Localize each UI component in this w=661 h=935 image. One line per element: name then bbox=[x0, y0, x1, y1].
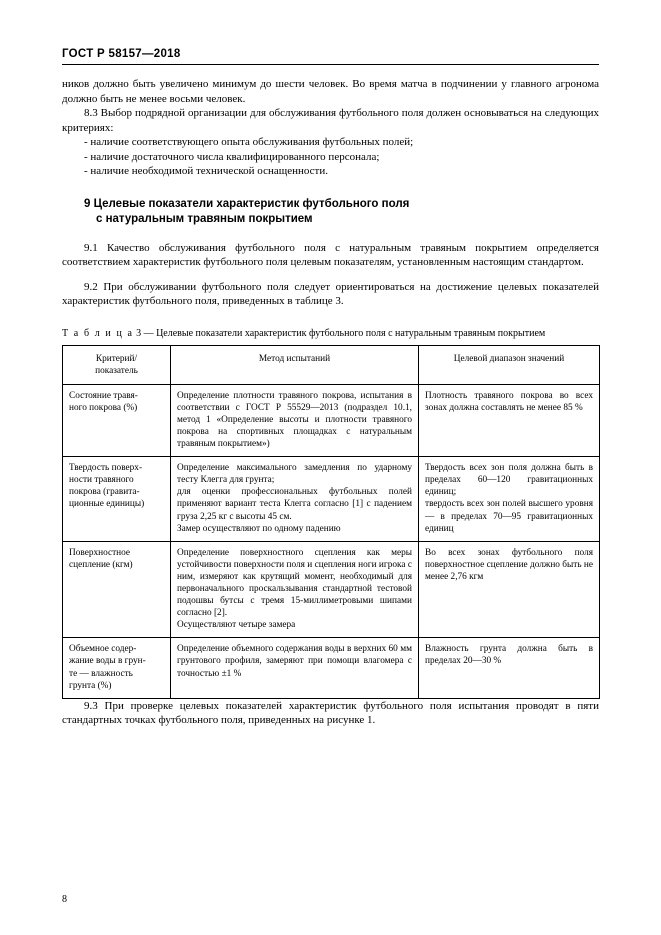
cell-criterion: Поверхностное сцепление (кгм) bbox=[63, 541, 171, 638]
table-row bbox=[63, 638, 600, 698]
cell-target: Твердость всех зон поля должна быть в пределах 60—120 гравитационных единиц; твердость всех зон полей высшего уровня — в пределах 70—95 гравитационных единиц bbox=[419, 457, 600, 542]
table-row bbox=[63, 384, 600, 456]
paragraph-9-3: 9.3 При проверке целевых показателей характеристик футбольного поля испытания проводят в пяти стандартных точках футбольного поля, приведенных на рисунке 1. bbox=[62, 699, 599, 727]
criteria-item-3: - наличие необходимой технической оснащенности. bbox=[84, 165, 328, 177]
page-number: 8 bbox=[62, 894, 67, 905]
table-row bbox=[63, 457, 600, 542]
criteria-item-1: - наличие соответствующего опыта обслуживания футбольных полей; bbox=[84, 136, 414, 148]
section-heading-9-line1: 9 Целевые показатели характеристик футбольного поля bbox=[84, 197, 410, 210]
column-header-criterion bbox=[63, 345, 171, 384]
page-title: ГОСТ Р 58157—2018 bbox=[62, 48, 181, 60]
cell-method: Определение объемного содержания воды в верхних 60 мм грунтового профиля, замеряют при помощи влагомера с точностью ±1 % bbox=[171, 638, 419, 698]
column-header-criterion-line1: Критерий/ bbox=[95, 353, 138, 364]
cell-criterion: Объемное содер- жание воды в грун- те — влажность грунта (%) bbox=[63, 638, 171, 698]
cell-method: Определение максимального замедления по ударному тесту Клегга для грунта; для оценки профессиональных футбольных полей применяют вариант теста Клегга согласно [1] с падением груза 2,25 кг с высоты 45 см. Замер осуществляют по одному падению bbox=[171, 457, 419, 542]
cell-target: Влажность грунта должна быть в пределах 20—30 % bbox=[419, 638, 600, 698]
cell-method: Определение плотности травяного покрова, испытания в соответствии с ГОСТ Р 55529—2013 (подраздел 10.1, метод 1 «Определение высоты и плотности травяного покрова на спортивных площадках с натуральным травяным покрытием») bbox=[171, 384, 419, 456]
cell-target: Плотность травяного покрова во всех зонах должна составлять не менее 85 % bbox=[419, 384, 600, 456]
table-row bbox=[63, 541, 600, 638]
paragraph-9-1: 9.1 Качество обслуживания футбольного поля с натуральным травяным покрытием определяется соответствием характеристик футбольного поля целевым показателям, установленным настоящим стандартом. bbox=[62, 241, 599, 268]
criteria-item-2: - наличие достаточного числа квалифицированного персонала; bbox=[84, 150, 380, 163]
column-header-criterion-line2: показатель bbox=[95, 365, 138, 376]
table-caption bbox=[62, 327, 599, 340]
cell-criterion: Твердость поверх- ности травяного покрова (гравита- ционные единицы) bbox=[63, 457, 171, 542]
cell-method: Определение поверхностного сцепления как меры устойчивости поверхности поля и сцепления ноги игрока с ним, измеряют как крутящий момент, необходимый для первоначального проскальзывания стандартной тестовой подошвы бутсы с тремя 15-миллиметровыми шипами согласно [2]. Осуществляют четыре замера bbox=[171, 541, 419, 638]
cell-target: Во всех зонах футбольного поля поверхностное сцепление должно быть не менее 2,76 кгм bbox=[419, 541, 600, 638]
section-heading-9 bbox=[62, 197, 599, 227]
table-caption-text: 3 — Целевые показатели характеристик футбольного поля с натуральным травяным покрытием bbox=[136, 327, 546, 339]
paragraph-8-3: 8.3 Выбор подрядной организации для обслуживания футбольного поля должен основываться на следующих критериях: bbox=[62, 107, 599, 134]
paragraph-9-2: 9.2 При обслуживании футбольного поля следует ориентироваться на достижение целевых показателей характеристик футбольного поля, приведенных в таблице 3. bbox=[62, 280, 599, 307]
paragraph-top: ников должно быть увеличено минимум до шести человек. Во время матча в подчинении у главного агронома должно быть не менее восьми человек. bbox=[62, 78, 599, 105]
target-indicators-table bbox=[62, 345, 600, 699]
table-header-row bbox=[63, 345, 600, 384]
header-divider bbox=[62, 64, 599, 65]
column-header-method: Метод испытаний bbox=[171, 345, 419, 384]
table-caption-label: Т а б л и ц а bbox=[62, 327, 134, 339]
section-heading-9-line2: с натуральным травяным покрытием bbox=[96, 212, 313, 225]
cell-criterion: Состояние травя- ного покрова (%) bbox=[63, 384, 171, 456]
column-header-target: Целевой диапазон значений bbox=[419, 345, 600, 384]
